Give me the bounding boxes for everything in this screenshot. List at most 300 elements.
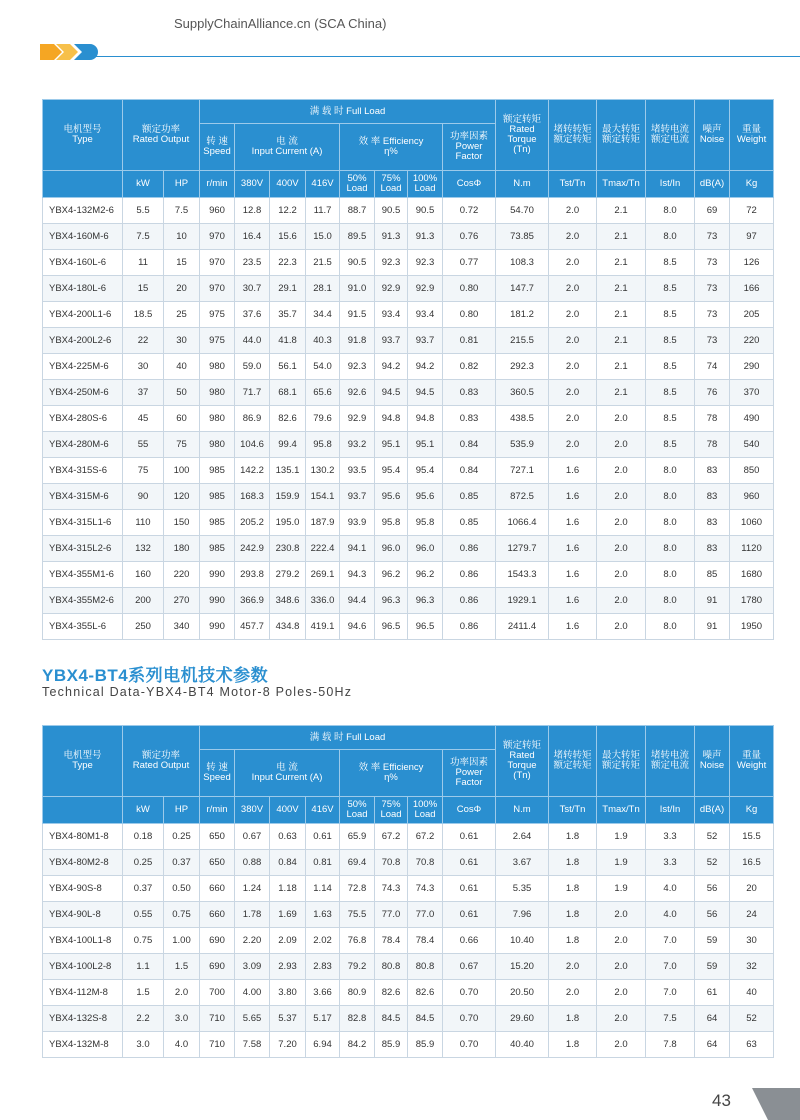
- value-cell: 7.5: [123, 224, 164, 250]
- value-cell: 650: [200, 824, 235, 850]
- value-cell: 11: [123, 250, 164, 276]
- value-cell: 79.2: [340, 954, 375, 980]
- value-cell: 56: [695, 876, 730, 902]
- value-cell: 1066.4: [496, 510, 549, 536]
- value-cell: 8.0: [646, 588, 695, 614]
- value-cell: 985: [200, 484, 235, 510]
- value-cell: 30.7: [235, 276, 270, 302]
- value-cell: 2.0: [549, 432, 597, 458]
- value-cell: 8.5: [646, 302, 695, 328]
- model-cell: YBX4-280S-6: [43, 406, 123, 432]
- table-row: [43, 536, 774, 562]
- value-cell: 290: [730, 354, 774, 380]
- value-cell: 108.3: [496, 250, 549, 276]
- value-cell: 0.85: [443, 484, 496, 510]
- value-cell: 82.6: [270, 406, 306, 432]
- value-cell: 52: [695, 850, 730, 876]
- value-cell: 15.5: [730, 824, 774, 850]
- value-cell: 1.6: [549, 588, 597, 614]
- value-cell: 76.8: [340, 928, 375, 954]
- value-cell: 2.0: [597, 484, 646, 510]
- model-cell: YBX4-100L2-8: [43, 954, 123, 980]
- value-cell: 11.7: [306, 198, 340, 224]
- value-cell: 1950: [730, 614, 774, 640]
- value-cell: 3.0: [123, 1032, 164, 1058]
- value-cell: 77.0: [408, 902, 443, 928]
- value-cell: 1.6: [549, 484, 597, 510]
- value-cell: 1.63: [306, 902, 340, 928]
- value-cell: 2.0: [597, 406, 646, 432]
- value-cell: 54.0: [306, 354, 340, 380]
- model-cell: YBX4-90L-8: [43, 902, 123, 928]
- value-cell: 0.66: [443, 928, 496, 954]
- value-cell: 90.5: [340, 250, 375, 276]
- value-cell: 1060: [730, 510, 774, 536]
- value-cell: 0.80: [443, 302, 496, 328]
- value-cell: 65.6: [306, 380, 340, 406]
- value-cell: 84.5: [408, 1006, 443, 1032]
- value-cell: 4.00: [235, 980, 270, 1006]
- table-row: [43, 588, 774, 614]
- value-cell: 2.83: [306, 954, 340, 980]
- value-cell: 1.8: [549, 1006, 597, 1032]
- value-cell: 242.9: [235, 536, 270, 562]
- model-cell: YBX4-112M-8: [43, 980, 123, 1006]
- value-cell: 0.70: [443, 1006, 496, 1032]
- value-cell: 64: [695, 1032, 730, 1058]
- value-cell: 0.67: [443, 954, 496, 980]
- value-cell: 91.0: [340, 276, 375, 302]
- value-cell: 8.5: [646, 250, 695, 276]
- value-cell: 990: [200, 588, 235, 614]
- value-cell: 5.17: [306, 1006, 340, 1032]
- value-cell: 80.8: [375, 954, 408, 980]
- value-cell: 100: [164, 458, 200, 484]
- value-cell: 96.2: [408, 562, 443, 588]
- value-cell: 92.3: [340, 354, 375, 380]
- value-cell: 970: [200, 224, 235, 250]
- value-cell: 73: [695, 224, 730, 250]
- model-cell: YBX4-280M-6: [43, 432, 123, 458]
- value-cell: 0.88: [235, 850, 270, 876]
- value-cell: 2.0: [549, 380, 597, 406]
- value-cell: 104.6: [235, 432, 270, 458]
- value-cell: 0.61: [443, 824, 496, 850]
- value-cell: 985: [200, 458, 235, 484]
- table-row: [43, 354, 774, 380]
- value-cell: 63: [730, 1032, 774, 1058]
- value-cell: 25: [164, 302, 200, 328]
- value-cell: 79.6: [306, 406, 340, 432]
- col-rated-torque: 额定转矩 Rated Torque (Tn): [496, 726, 549, 797]
- value-cell: 73: [695, 328, 730, 354]
- value-cell: 0.84: [443, 432, 496, 458]
- value-cell: 438.5: [496, 406, 549, 432]
- value-cell: 490: [730, 406, 774, 432]
- unit-kw: kW: [123, 171, 164, 198]
- value-cell: 82.6: [375, 980, 408, 1006]
- value-cell: 80.9: [340, 980, 375, 1006]
- value-cell: 74: [695, 354, 730, 380]
- col-rated-output: 额定功率 Rated Output: [123, 726, 200, 797]
- table-row: [43, 928, 774, 954]
- value-cell: 0.50: [164, 876, 200, 902]
- value-cell: 980: [200, 432, 235, 458]
- value-cell: 82.8: [340, 1006, 375, 1032]
- value-cell: 154.1: [306, 484, 340, 510]
- value-cell: 5.35: [496, 876, 549, 902]
- value-cell: 95.1: [408, 432, 443, 458]
- value-cell: 0.18: [123, 824, 164, 850]
- value-cell: 84.5: [375, 1006, 408, 1032]
- value-cell: 980: [200, 354, 235, 380]
- value-cell: 94.1: [340, 536, 375, 562]
- value-cell: 89.5: [340, 224, 375, 250]
- value-cell: 1.5: [164, 954, 200, 980]
- value-cell: 95.6: [408, 484, 443, 510]
- value-cell: 1.18: [270, 876, 306, 902]
- value-cell: 535.9: [496, 432, 549, 458]
- col-efficiency: 效 率 Efficiency η%: [340, 124, 443, 171]
- value-cell: 2.09: [270, 928, 306, 954]
- unit-nm: N.m: [496, 171, 549, 198]
- value-cell: 0.55: [123, 902, 164, 928]
- value-cell: 91.3: [408, 224, 443, 250]
- value-cell: 93.4: [375, 302, 408, 328]
- value-cell: 12.2: [270, 198, 306, 224]
- value-cell: 0.61: [443, 902, 496, 928]
- value-cell: 59.0: [235, 354, 270, 380]
- value-cell: 1.6: [549, 536, 597, 562]
- header-rule: [96, 56, 800, 57]
- value-cell: 95.8: [408, 510, 443, 536]
- unit-416v: 416V: [306, 797, 340, 824]
- value-cell: 2.1: [597, 380, 646, 406]
- value-cell: 1.00: [164, 928, 200, 954]
- value-cell: 95.4: [375, 458, 408, 484]
- value-cell: 94.2: [375, 354, 408, 380]
- value-cell: 1929.1: [496, 588, 549, 614]
- value-cell: 1.69: [270, 902, 306, 928]
- value-cell: 110: [123, 510, 164, 536]
- value-cell: 96.5: [375, 614, 408, 640]
- value-cell: 7.20: [270, 1032, 306, 1058]
- value-cell: 970: [200, 276, 235, 302]
- value-cell: 8.5: [646, 432, 695, 458]
- table-row: [43, 406, 774, 432]
- table-row: [43, 328, 774, 354]
- value-cell: 2.0: [597, 536, 646, 562]
- value-cell: 8.0: [646, 198, 695, 224]
- value-cell: 419.1: [306, 614, 340, 640]
- value-cell: 366.9: [235, 588, 270, 614]
- value-cell: 0.70: [443, 980, 496, 1006]
- value-cell: 0.61: [443, 850, 496, 876]
- value-cell: 985: [200, 510, 235, 536]
- value-cell: 99.4: [270, 432, 306, 458]
- unit-dba: dB(A): [695, 797, 730, 824]
- unit-100-load: 100% Load: [408, 171, 443, 198]
- value-cell: 0.86: [443, 588, 496, 614]
- table-row: [43, 876, 774, 902]
- value-cell: 2.1: [597, 354, 646, 380]
- spec-table-6-pole-body: [43, 198, 774, 640]
- value-cell: 94.6: [340, 614, 375, 640]
- unit-blank: [43, 797, 123, 824]
- spec-table-6-pole: [42, 99, 774, 640]
- value-cell: 980: [200, 406, 235, 432]
- value-cell: 50: [164, 380, 200, 406]
- unit-380v: 380V: [235, 171, 270, 198]
- unit-rpm: r/min: [200, 797, 235, 824]
- value-cell: 2.1: [597, 328, 646, 354]
- model-cell: YBX4-315L1-6: [43, 510, 123, 536]
- value-cell: 700: [200, 980, 235, 1006]
- value-cell: 0.61: [443, 876, 496, 902]
- value-cell: 660: [200, 876, 235, 902]
- value-cell: 72: [730, 198, 774, 224]
- value-cell: 0.77: [443, 250, 496, 276]
- value-cell: 187.9: [306, 510, 340, 536]
- value-cell: 8.0: [646, 562, 695, 588]
- value-cell: 2.1: [597, 276, 646, 302]
- value-cell: 37.6: [235, 302, 270, 328]
- value-cell: 4.0: [164, 1032, 200, 1058]
- value-cell: 44.0: [235, 328, 270, 354]
- value-cell: 94.3: [340, 562, 375, 588]
- value-cell: 2.0: [549, 980, 597, 1006]
- value-cell: 2.1: [597, 302, 646, 328]
- value-cell: 279.2: [270, 562, 306, 588]
- value-cell: 73.85: [496, 224, 549, 250]
- value-cell: 3.0: [164, 1006, 200, 1032]
- value-cell: 67.2: [375, 824, 408, 850]
- value-cell: 73: [695, 250, 730, 276]
- value-cell: 2411.4: [496, 614, 549, 640]
- value-cell: 8.0: [646, 458, 695, 484]
- value-cell: 88.7: [340, 198, 375, 224]
- table-row: [43, 380, 774, 406]
- table-row: [43, 562, 774, 588]
- value-cell: 975: [200, 328, 235, 354]
- value-cell: 195.0: [270, 510, 306, 536]
- model-cell: YBX4-80M2-8: [43, 850, 123, 876]
- col-efficiency: 效 率 Efficiency η%: [340, 750, 443, 797]
- value-cell: 336.0: [306, 588, 340, 614]
- value-cell: 205.2: [235, 510, 270, 536]
- value-cell: 93.5: [340, 458, 375, 484]
- value-cell: 270: [164, 588, 200, 614]
- value-cell: 1.1: [123, 954, 164, 980]
- value-cell: 2.0: [549, 954, 597, 980]
- value-cell: 56: [695, 902, 730, 928]
- value-cell: 23.5: [235, 250, 270, 276]
- value-cell: 75: [123, 458, 164, 484]
- value-cell: 84.2: [340, 1032, 375, 1058]
- value-cell: 35.7: [270, 302, 306, 328]
- value-cell: 1.9: [597, 876, 646, 902]
- col-weight: 重量 Weight: [730, 726, 774, 797]
- table-row: [43, 902, 774, 928]
- value-cell: 91.3: [375, 224, 408, 250]
- value-cell: 1.14: [306, 876, 340, 902]
- model-cell: YBX4-355M2-6: [43, 588, 123, 614]
- unit-ist-in: Ist/In: [646, 171, 695, 198]
- value-cell: 850: [730, 458, 774, 484]
- unit-kg: Kg: [730, 171, 774, 198]
- value-cell: 0.82: [443, 354, 496, 380]
- value-cell: 16.5: [730, 850, 774, 876]
- value-cell: 130.2: [306, 458, 340, 484]
- value-cell: 74.3: [408, 876, 443, 902]
- value-cell: 710: [200, 1006, 235, 1032]
- value-cell: 292.3: [496, 354, 549, 380]
- col-power-factor: 功率因素 Power Factor: [443, 750, 496, 797]
- col-full-load: 满 载 时 Full Load: [200, 726, 496, 750]
- value-cell: 85.9: [375, 1032, 408, 1058]
- section-title: YBX4-BT4系列电机技术参数: [42, 666, 269, 685]
- value-cell: 370: [730, 380, 774, 406]
- unit-400v: 400V: [270, 171, 306, 198]
- value-cell: 93.4: [408, 302, 443, 328]
- value-cell: 30: [164, 328, 200, 354]
- value-cell: 96.5: [408, 614, 443, 640]
- value-cell: 269.1: [306, 562, 340, 588]
- value-cell: 1.6: [549, 458, 597, 484]
- value-cell: 0.86: [443, 562, 496, 588]
- value-cell: 95.8: [375, 510, 408, 536]
- table-row: [43, 224, 774, 250]
- value-cell: 30: [123, 354, 164, 380]
- value-cell: 0.61: [306, 824, 340, 850]
- value-cell: 1.9: [597, 850, 646, 876]
- value-cell: 75: [164, 432, 200, 458]
- value-cell: 180: [164, 536, 200, 562]
- value-cell: 76: [695, 380, 730, 406]
- value-cell: 91: [695, 588, 730, 614]
- table-row: [43, 824, 774, 850]
- value-cell: 20: [730, 876, 774, 902]
- value-cell: 78.4: [375, 928, 408, 954]
- value-cell: 1.8: [549, 1032, 597, 1058]
- value-cell: 1.6: [549, 614, 597, 640]
- value-cell: 0.25: [123, 850, 164, 876]
- model-cell: YBX4-132S-8: [43, 1006, 123, 1032]
- value-cell: 92.9: [340, 406, 375, 432]
- value-cell: 59: [695, 928, 730, 954]
- section-subtitle: Technical Data-YBX4-BT4 Motor-8 Poles-50Hz: [42, 685, 353, 699]
- value-cell: 1.8: [549, 850, 597, 876]
- value-cell: 7.0: [646, 954, 695, 980]
- value-cell: 22: [123, 328, 164, 354]
- value-cell: 8.0: [646, 536, 695, 562]
- value-cell: 10.40: [496, 928, 549, 954]
- value-cell: 0.86: [443, 614, 496, 640]
- model-cell: YBX4-315M-6: [43, 484, 123, 510]
- value-cell: 1.24: [235, 876, 270, 902]
- value-cell: 18.5: [123, 302, 164, 328]
- value-cell: 220: [164, 562, 200, 588]
- value-cell: 68.1: [270, 380, 306, 406]
- value-cell: 2.0: [597, 954, 646, 980]
- value-cell: 78.4: [408, 928, 443, 954]
- value-cell: 69.4: [340, 850, 375, 876]
- value-cell: 1120: [730, 536, 774, 562]
- col-speed: 转 速 Speed: [200, 750, 235, 797]
- value-cell: 5.65: [235, 1006, 270, 1032]
- value-cell: 41.8: [270, 328, 306, 354]
- value-cell: 73: [695, 276, 730, 302]
- value-cell: 92.9: [408, 276, 443, 302]
- value-cell: 24: [730, 902, 774, 928]
- value-cell: 73: [695, 302, 730, 328]
- value-cell: 1680: [730, 562, 774, 588]
- value-cell: 3.80: [270, 980, 306, 1006]
- value-cell: 7.0: [646, 928, 695, 954]
- value-cell: 94.4: [340, 588, 375, 614]
- value-cell: 0.37: [164, 850, 200, 876]
- value-cell: 0.80: [443, 276, 496, 302]
- value-cell: 78: [695, 432, 730, 458]
- table-row: [43, 1006, 774, 1032]
- value-cell: 0.25: [164, 824, 200, 850]
- value-cell: 15.0: [306, 224, 340, 250]
- value-cell: 2.0: [549, 328, 597, 354]
- unit-tmax-tn: Tmax/Tn: [597, 797, 646, 824]
- col-model: 电机型号 Type: [43, 726, 123, 797]
- col-noise: 噪声 Noise: [695, 100, 730, 171]
- value-cell: 2.0: [597, 928, 646, 954]
- unit-75-load: 75% Load: [375, 797, 408, 824]
- value-cell: 1.9: [597, 824, 646, 850]
- value-cell: 8.0: [646, 484, 695, 510]
- value-cell: 85: [695, 562, 730, 588]
- col-locked-rotor-current: 堵转电流 额定电流: [646, 726, 695, 797]
- table-row: [43, 250, 774, 276]
- model-cell: YBX4-225M-6: [43, 354, 123, 380]
- value-cell: 71.7: [235, 380, 270, 406]
- unit-tmax-tn: Tmax/Tn: [597, 171, 646, 198]
- value-cell: 2.0: [597, 588, 646, 614]
- value-cell: 0.63: [270, 824, 306, 850]
- value-cell: 990: [200, 562, 235, 588]
- value-cell: 16.4: [235, 224, 270, 250]
- unit-380v: 380V: [235, 797, 270, 824]
- value-cell: 0.37: [123, 876, 164, 902]
- value-cell: 159.9: [270, 484, 306, 510]
- value-cell: 95.8: [306, 432, 340, 458]
- col-max-torque: 最大转矩 额定转矩: [597, 100, 646, 171]
- value-cell: 0.84: [270, 850, 306, 876]
- col-power-factor: 功率因素 Power Factor: [443, 124, 496, 171]
- value-cell: 5.37: [270, 1006, 306, 1032]
- table-row: [43, 432, 774, 458]
- unit-cos-phi: CosΦ: [443, 171, 496, 198]
- value-cell: 4.0: [646, 902, 695, 928]
- value-cell: 4.0: [646, 876, 695, 902]
- unit-416v: 416V: [306, 171, 340, 198]
- value-cell: 69: [695, 198, 730, 224]
- model-cell: YBX4-80M1-8: [43, 824, 123, 850]
- value-cell: 96.3: [375, 588, 408, 614]
- value-cell: 690: [200, 928, 235, 954]
- value-cell: 95.1: [375, 432, 408, 458]
- value-cell: 980: [200, 380, 235, 406]
- value-cell: 2.0: [597, 1006, 646, 1032]
- value-cell: 0.83: [443, 406, 496, 432]
- value-cell: 59: [695, 954, 730, 980]
- value-cell: 975: [200, 302, 235, 328]
